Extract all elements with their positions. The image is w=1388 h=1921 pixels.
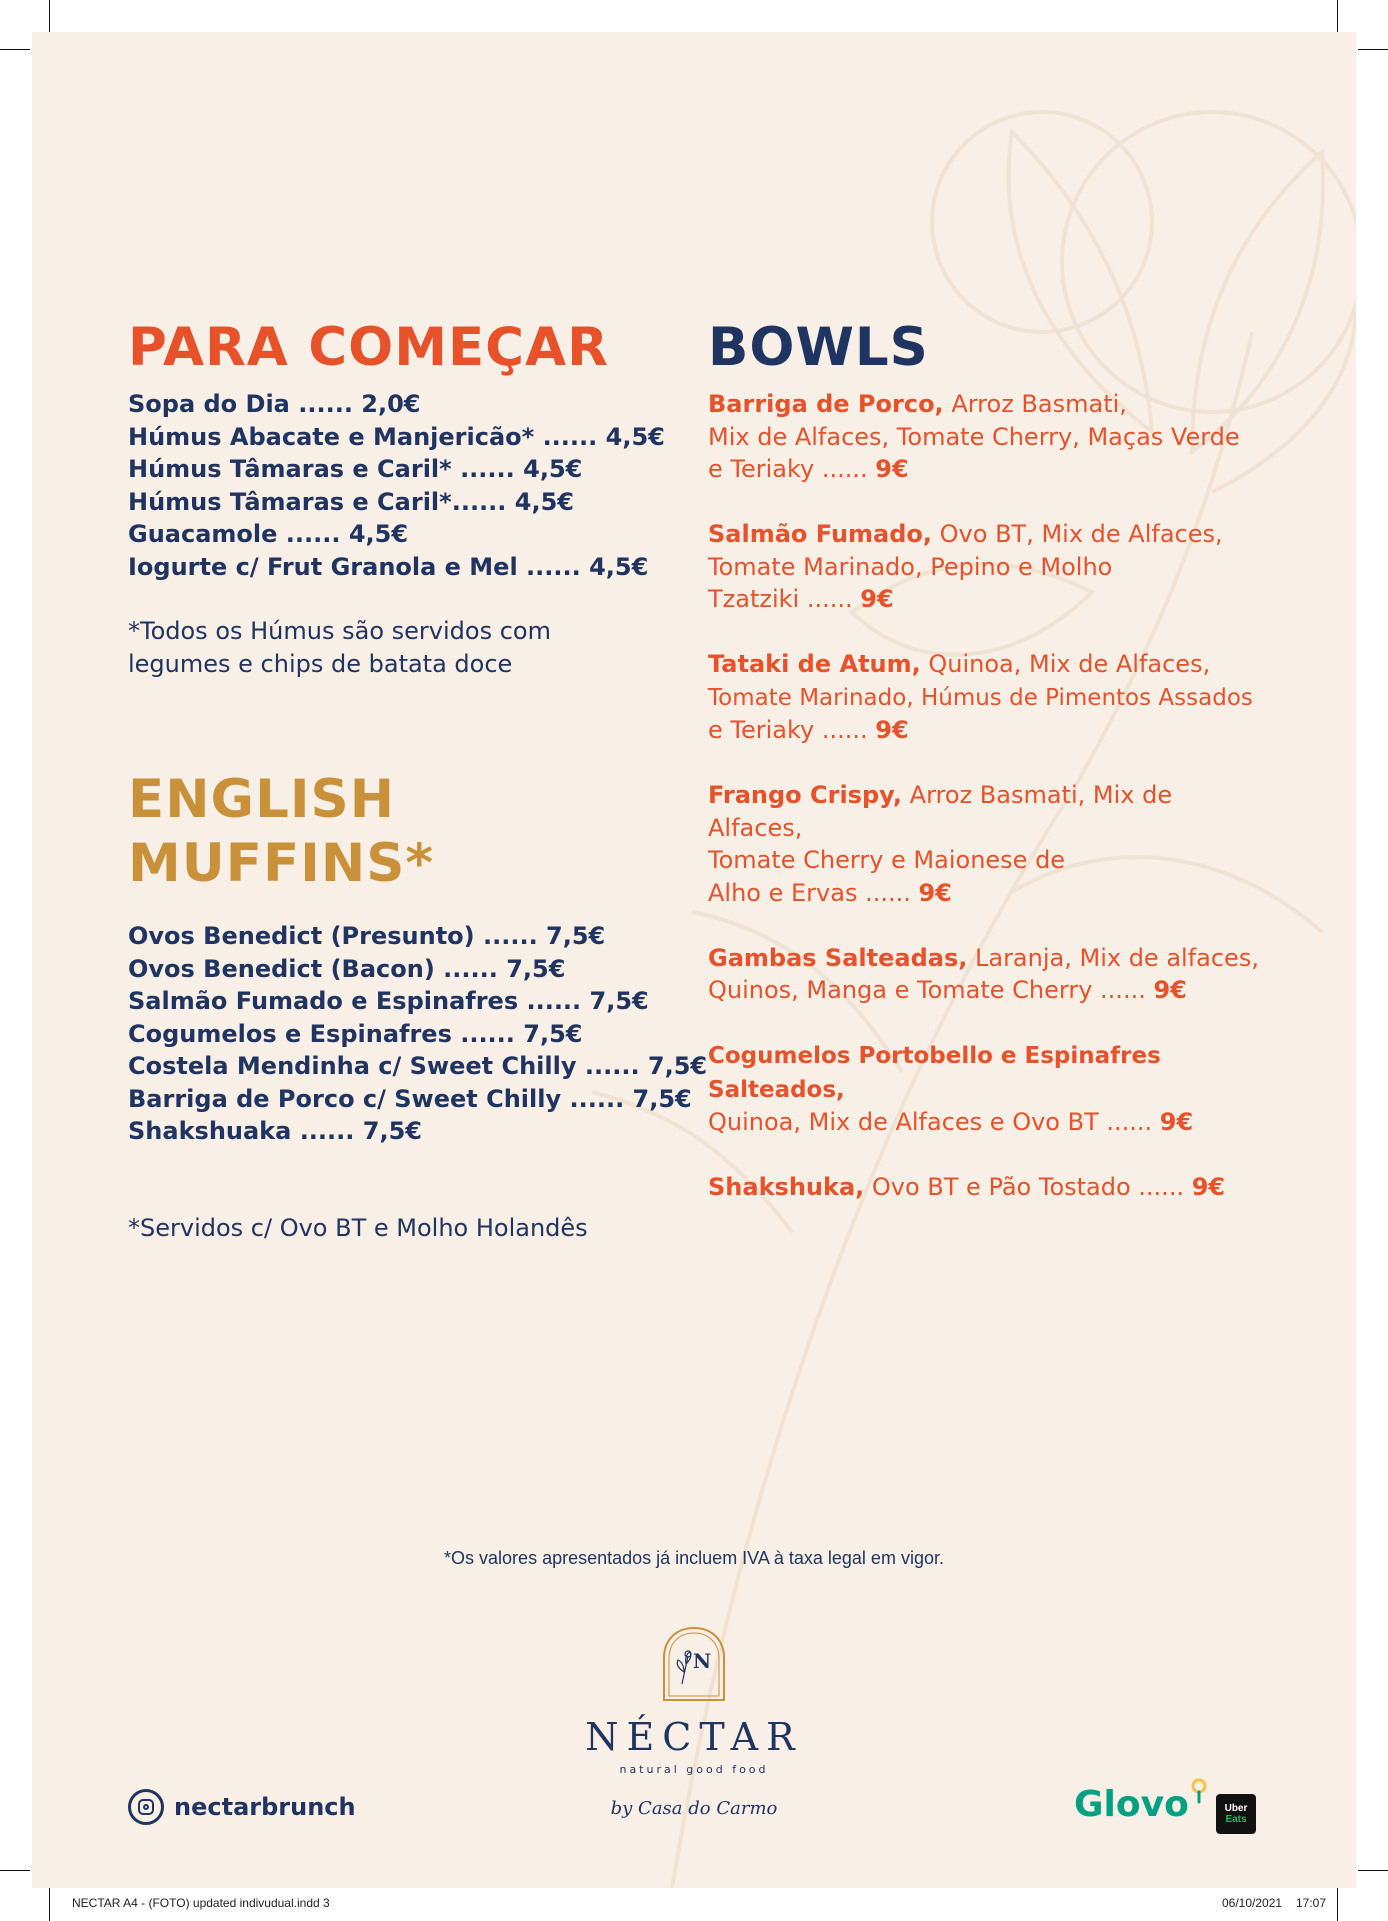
bowl-price: 9€: [1191, 1173, 1226, 1201]
list-item: Sopa do Dia ...... 2,0€: [128, 390, 421, 418]
bowl-desc: Quinoa, Mix de Alfaces,: [920, 650, 1211, 678]
bowl-desc: Quinoa, Mix de Alfaces e Ovo BT ......: [708, 1108, 1160, 1136]
bowl-desc: Arroz Basmati, Mix de Alfaces,: [708, 781, 1173, 842]
instagram-handle: nectarbrunch: [174, 1793, 356, 1821]
glovo-label: Glovo: [1074, 1784, 1189, 1825]
list-item: Húmus Tâmaras e Caril*...... 4,5€: [128, 487, 574, 516]
emblem-letter: N: [692, 1649, 712, 1673]
bowl-name: Shakshuka,: [708, 1173, 865, 1201]
bowl-desc: Tomate Marinado, Pepino e Molho: [708, 552, 1113, 581]
bowl-name: Tataki de Atum,: [708, 650, 921, 678]
uber-label: Uber: [1224, 1803, 1248, 1814]
bowl-item: [708, 518, 1268, 616]
nectar-emblem-icon: [658, 1624, 730, 1704]
crop-mark: [1358, 49, 1388, 50]
eats-label: Eats: [1225, 1814, 1247, 1825]
bowl-item: [708, 1171, 1268, 1204]
english-muffins-heading: [128, 768, 688, 896]
list-item: Guacamole ...... 4,5€: [128, 520, 409, 548]
humus-note-line: *Todos os Húmus são servidos com: [128, 617, 551, 645]
bowl-price: 9€: [1159, 1108, 1194, 1136]
crop-mark: [49, 1888, 50, 1921]
crop-mark: [49, 0, 50, 34]
list-item: Costela Mendinha c/ Sweet Chilly ...... 7,5€: [128, 1052, 708, 1080]
bowl-price: 9€: [860, 585, 894, 613]
list-item: Ovos Benedict (Presunto) ...... 7,5€: [128, 922, 606, 950]
english-muffins-heading-line: MUFFINS*: [128, 833, 435, 894]
bowl-desc: Alho e Ervas ......: [708, 878, 919, 907]
bowl-item: [708, 942, 1268, 1007]
bowl-item: [708, 648, 1268, 747]
left-column: [128, 316, 708, 1244]
print-slug-time: 17:07: [1296, 1896, 1327, 1910]
instagram-icon: [128, 1789, 164, 1825]
bowl-name: Salmão Fumado,: [708, 520, 933, 548]
para-comecar-list: [128, 388, 688, 583]
vat-note: *Os valores apresentados já incluem IVA à taxa legal em vigor.: [444, 1548, 944, 1568]
bowl-name: Frango Crispy,: [708, 781, 903, 809]
instagram-link[interactable]: [128, 1789, 356, 1825]
bowl-name: Cogumelos Portobello e Espinafres Salteados,: [708, 1043, 1161, 1103]
bowls-heading: BOWLS: [708, 317, 929, 378]
location-pin-icon: [1189, 1778, 1209, 1806]
bowl-desc: Arroz Basmati,: [943, 390, 1127, 418]
english-muffins-list: [128, 920, 708, 1148]
list-item: Húmus Tâmaras e Caril* ...... 4,5€: [128, 455, 583, 483]
list-item: Cogumelos e Espinafres ...... 7,5€: [128, 1019, 583, 1048]
brand-logo: [552, 1624, 836, 1819]
bowl-desc: Ovo BT, Mix de Alfaces,: [932, 520, 1223, 548]
bowl-desc: Tomate Marinado, Húmus de Pimentos Assados: [708, 684, 1253, 711]
english-muffins-heading-line: ENGLISH: [128, 769, 396, 830]
print-slug-date: 06/10/2021: [1222, 1896, 1283, 1910]
brand-signature: by Casa do Carmo: [610, 1798, 778, 1819]
glovo-logo[interactable]: [1074, 1784, 1209, 1825]
list-item: Salmão Fumado e Espinafres ...... 7,5€: [128, 987, 649, 1015]
humus-note-line: legumes e chips de batata doce: [128, 649, 513, 678]
list-item: Barriga de Porco c/ Sweet Chilly ...... 7,5€: [128, 1084, 692, 1113]
uber-eats-logo[interactable]: [1216, 1794, 1256, 1834]
bowl-name: Barriga de Porco,: [708, 390, 944, 418]
bowl-desc: Quinos, Manga e Tomate Cherry ......: [708, 976, 1154, 1004]
humus-note: [128, 615, 688, 680]
bowl-price: 9€: [875, 716, 909, 744]
crop-mark: [1358, 1870, 1388, 1871]
list-item: Húmus Abacate e Manjericão* ...... 4,5€: [128, 422, 665, 451]
crop-mark: [0, 49, 30, 50]
english-muffins-section: [128, 768, 708, 1244]
list-item: Ovos Benedict (Bacon) ...... 7,5€: [128, 954, 566, 983]
bowl-desc: Mix de Alfaces, Tomate Cherry, Maças Verde: [708, 422, 1240, 451]
list-item: Shakshuaka ...... 7,5€: [128, 1117, 422, 1145]
bowl-desc: e Teriaky ......: [708, 716, 876, 744]
bowl-desc: Laranja, Mix de alfaces,: [967, 943, 1259, 972]
print-slug-file: NECTAR A4 - (FOTO) updated indivudual.indd 3: [72, 1896, 330, 1910]
crop-mark: [0, 1870, 30, 1871]
para-comecar-heading: PARA COMEÇAR: [128, 317, 609, 378]
bowl-price: 9€: [1153, 976, 1187, 1004]
crop-mark: [1337, 0, 1338, 34]
brand-tagline: natural good food: [619, 1763, 769, 1776]
bowl-item: [708, 779, 1268, 909]
list-item: Iogurte c/ Frut Granola e Mel ...... 4,5€: [128, 552, 649, 581]
right-column: [708, 316, 1288, 1236]
crop-mark: [1337, 1888, 1338, 1921]
bowl-item: [708, 388, 1268, 486]
muffins-note: *Servidos c/ Ovo BT e Molho Holandês: [128, 1213, 588, 1242]
bowl-name: Gambas Salteadas,: [708, 943, 968, 972]
bowl-item: [708, 1039, 1288, 1139]
brand-name: NÉCTAR: [585, 1715, 803, 1759]
bowl-price: 9€: [918, 878, 952, 907]
bowl-desc: Tzatziki ......: [708, 585, 861, 613]
bowl-desc: e Teriaky ......: [708, 455, 876, 483]
bowl-desc: Tomate Cherry e Maionese de: [708, 846, 1066, 874]
bowl-desc: Ovo BT e Pão Tostado ......: [864, 1173, 1192, 1201]
menu-page: [32, 32, 1356, 1888]
bowl-price: 9€: [875, 455, 909, 483]
bowls-list: [708, 388, 1288, 1204]
